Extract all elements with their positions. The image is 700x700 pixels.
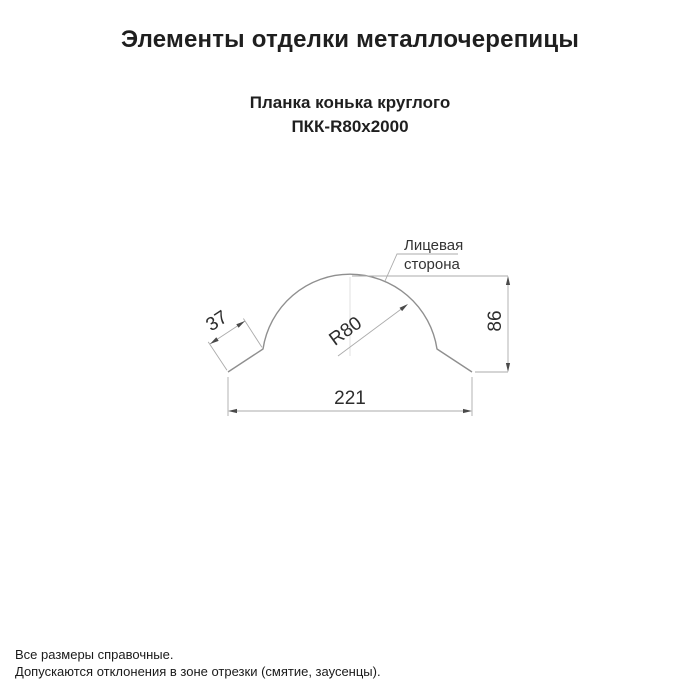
dimension-width-value: 221 bbox=[334, 388, 366, 409]
dimension-flange-value: 37 bbox=[202, 306, 232, 336]
dimension-flange-ext-upper bbox=[243, 319, 262, 348]
dimension-flange-ext-lower bbox=[208, 342, 227, 370]
dimension-radius bbox=[325, 304, 408, 356]
dimension-height-arrow-top-icon bbox=[506, 276, 510, 285]
face-side-callout bbox=[385, 237, 463, 281]
page-title: Элементы отделки металлочерепицы bbox=[120, 26, 580, 53]
dimension-flange-arrow-upper-icon bbox=[236, 321, 245, 328]
dimension-height-arrow-bottom-icon bbox=[506, 363, 510, 372]
face-side-label-line1: Лицевая bbox=[404, 237, 464, 254]
product-sku: ПКК-R80x2000 bbox=[291, 117, 409, 136]
face-side-label-line2: сторона bbox=[404, 256, 460, 273]
dimension-radius-value: R80 bbox=[325, 312, 367, 351]
footer-note-1: Все размеры справочные. bbox=[15, 647, 174, 662]
dimension-height-value: 86 bbox=[485, 310, 506, 332]
footer-note-2: Допускаются отклонения в зоне отрезки (смятие, заусенцы). bbox=[15, 664, 381, 679]
dimension-width-arrow-right-icon bbox=[463, 409, 472, 413]
dimension-width-arrow-left-icon bbox=[228, 409, 237, 413]
dimension-height bbox=[352, 276, 510, 372]
dimension-flange-arrow-lower-icon bbox=[210, 337, 219, 344]
product-name: Планка конька круглого bbox=[249, 93, 451, 112]
dimension-flange bbox=[202, 307, 261, 370]
dimension-width bbox=[228, 377, 472, 416]
footer-notes bbox=[15, 646, 381, 680]
dimension-radius-arrow-icon bbox=[400, 304, 409, 311]
